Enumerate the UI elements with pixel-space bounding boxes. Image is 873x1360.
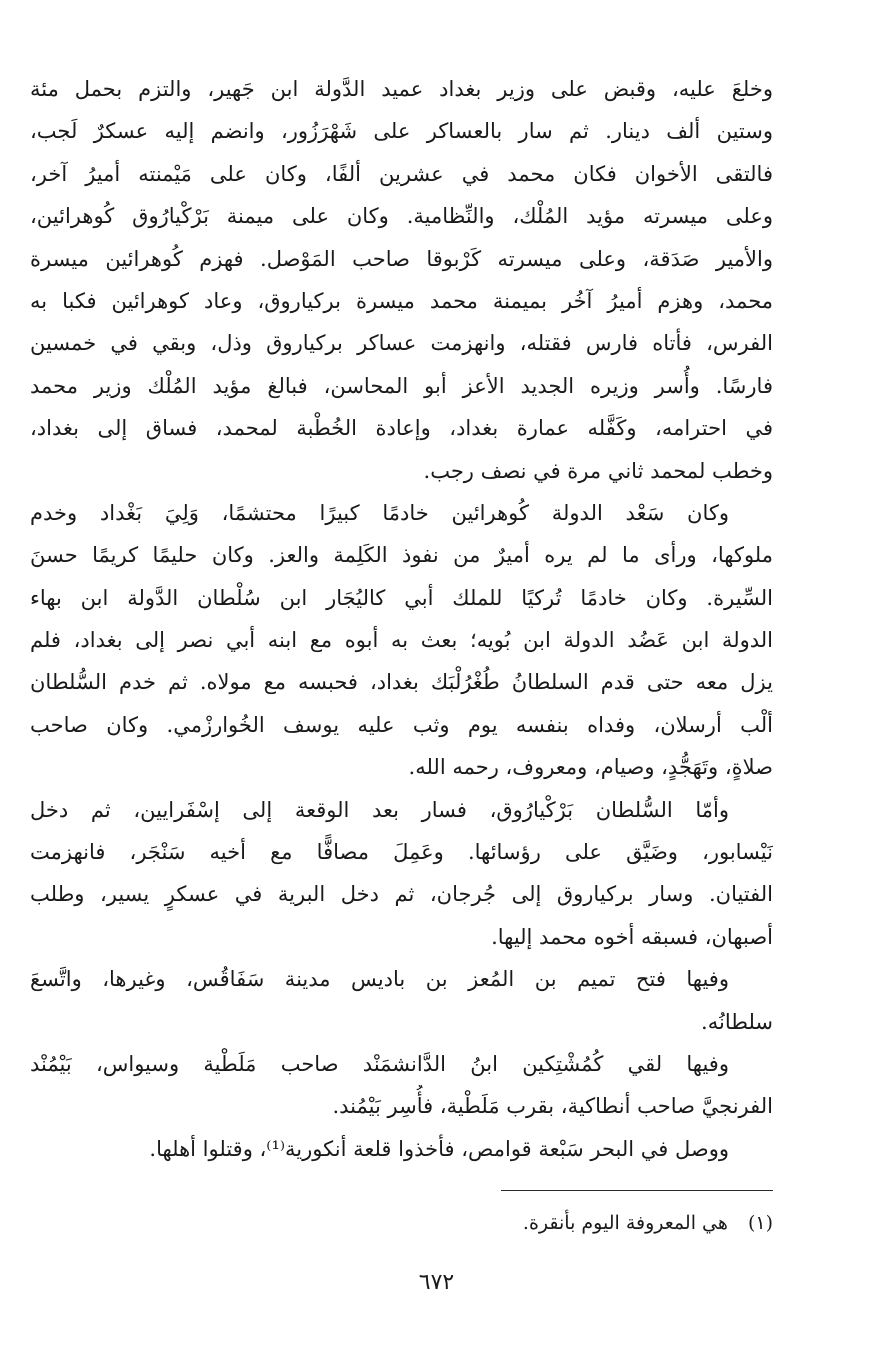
text-line: في احترامه، وكَفَّله عمارة بغداد، وإعادة الخُطْبة لمحمد، فساق إلى بغداد،	[30, 416, 773, 441]
text-line: الفرس، فأتاه فارس فقتله، وانهزمت عساكر بركياروق وذل، وبقي في خمسين	[30, 331, 773, 356]
text-line: الفتيان. وسار بركياروق إلى جُرجان، ثم دخل البرية في عسكرٍ يسير، وطلب	[30, 882, 773, 907]
text-line: فالتقى الأخوان فكان محمد في عشرين ألفًا، وكان على مَيْمنته أميرُ آخر،	[30, 161, 773, 186]
footnote-number: (١)	[747, 1212, 773, 1234]
text-line: وفيها فتح تميم بن المُعز بن باديس مدينة سَفَاقُس، وغيرها، واتَّسعَ	[30, 967, 729, 992]
text-line: سلطانُه.	[701, 1009, 773, 1034]
paragraph	[30, 789, 773, 959]
text-line: فارسًا. وأُسر وزيره الجديد الأعز أبو المحاسن، فبالغ مؤيد المُلْك وزير محمد	[30, 373, 773, 398]
paragraph	[30, 1128, 773, 1170]
text-line: ملوكها، ورأى ما لم يره أميرٌ من نفوذ الكَلِمة والعز. وكان حليمًا كريمًا حسنَ	[30, 543, 773, 568]
body-text	[30, 68, 773, 1170]
text-line: وفيها لقي كُمُشْتِكين ابنُ الدَّانشمَنْد صاحب مَلَطْية وسيواس، بَيْمُنْد	[30, 1051, 729, 1076]
text-line: نَيْسابور، وضَيَّق على رؤسائها. وعَمِلَ مصافًّا مع أخيه سَنْجَر، فانهزمت	[30, 840, 773, 865]
footnote-text: هي المعروفة اليوم بأنقرة.	[522, 1212, 728, 1234]
paragraph	[30, 1043, 773, 1128]
text-line: وخلعَ عليه، وقبض على وزير بغداد عميد الدَّولة ابن جَهير، والتزم بحمل مئة	[30, 77, 773, 101]
text-line: السِّيرة. وكان خادمًا تُركيًا للملك أبي كاليُجَار ابن سُلْطان الدَّولة ابن بهاء	[30, 585, 773, 610]
text-line: ووصل في البحر سَبْعة قوامص، فأخذوا قلعة أنكورية⁽¹⁾، وقتلوا أهلها.	[149, 1136, 729, 1161]
text-line: وعلى ميسرته مؤيد المُلْك، والنِّظامية. وكان على ميمنة بَرْكْيارُوق كُوهرائين،	[30, 204, 773, 229]
paragraph	[30, 68, 773, 492]
text-line: صلاةٍ، وتَهَجُّدٍ، وصيام، ومعروف، رحمه الله.	[408, 755, 773, 780]
footnote	[523, 1208, 773, 1238]
text-line: محمد، وهزم أميرُ آخُر بميمنة محمد ميسرة بركياروق، وعاد كوهرائين فكبا به	[30, 288, 773, 313]
footnote-divider	[501, 1190, 773, 1191]
text-line: والأمير صَدَقة، وعلى ميسرته كَرْبوقا صاحب المَوْصل. فهزم كُوهرائين ميسرة	[30, 246, 773, 271]
text-line: الدولة ابن عَضُد الدولة ابن بُويه؛ بعث به أبوه مع ابنه أبي نصر إلى بغداد، فلم	[30, 628, 773, 653]
text-line: وأمّا السُّلطان بَرْكْيارُوق، فسار بعد الوقعة إلى إسْفَرايين، ثم دخل	[30, 797, 729, 822]
text-line: يزل معه حتى قدم السلطانُ طُغْرُلْبَك بغداد، فحبسه مع مولاه. ثم خدم السُّلطان	[30, 670, 773, 695]
text-line: الفرنجيَّ صاحب أنطاكية، بقرب مَلَطْية، فأُسِر بَيْمُند.	[332, 1094, 773, 1119]
text-line: ألْب أرسلان، وفداه بنفسه يوم وثب عليه يوسف الخُوارزْمي. وكان صاحب	[30, 712, 773, 737]
paragraph	[30, 958, 773, 1043]
paragraph	[30, 492, 773, 789]
text-line: أصبهان، فسبقه أخوه محمد إليها.	[491, 924, 773, 949]
text-line: وكان سَعْد الدولة كُوهرائين خادمًا كبيرًا محتشمًا، وَلِيَ بَغْداد وخدم	[30, 500, 729, 525]
text-line: وستين ألف دينار. ثم سار بالعساكر على شَهْرَزُور، وانضم إليه عسكرٌ لَجب،	[30, 119, 773, 144]
page-number: ٦٧٢	[418, 1270, 455, 1295]
text-line: وخطب لمحمد ثاني مرة في نصف رجب.	[423, 458, 773, 483]
